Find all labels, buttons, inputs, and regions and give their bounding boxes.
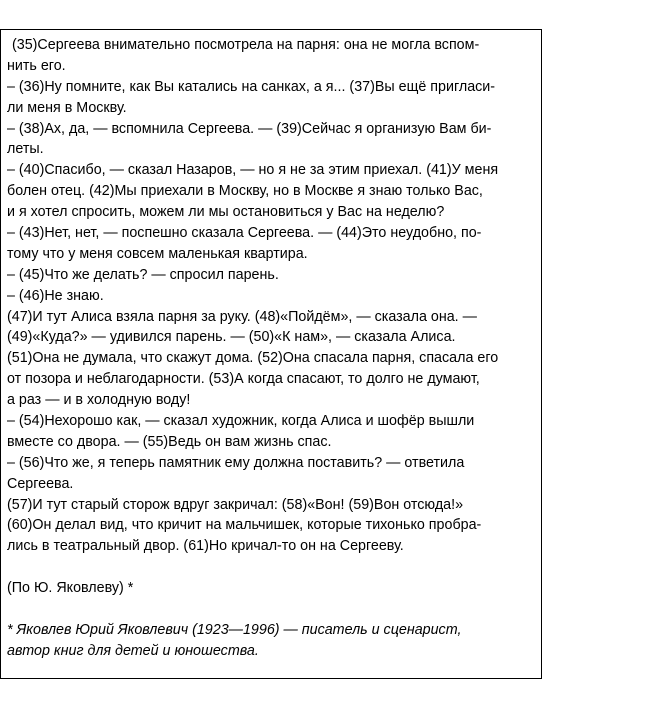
- text-line: – (36)Ну помните, как Вы катались на санках, а я... (37)Вы ещё пригласи-: [7, 78, 496, 95]
- text-line: (35)Сергеева внимательно посмотрела на парня: она не могла вспом-: [12, 37, 480, 53]
- text-line: леты.: [7, 141, 44, 158]
- text-content: [7, 35, 539, 662]
- text-line: от позора и неблагодарности. (53)А когда спасают, то долго не думают,: [7, 371, 480, 388]
- footnote-line: автор книг для детей и юношества.: [7, 642, 259, 659]
- text-line: вместе со двора. — (55)Ведь он вам жизнь спас.: [7, 433, 332, 450]
- footnote-line: * Яковлев Юрий Яковлевич (1923—1996) — писатель и сценарист,: [7, 621, 462, 638]
- text-line: а раз — и в холодную воду!: [7, 392, 191, 409]
- text-line: и я хотел спросить, можем ли мы остановиться у Вас на неделю?: [7, 204, 445, 221]
- source-attribution: (По Ю. Яковлеву) *: [7, 580, 134, 597]
- text-line: (51)Она не думала, что скажут дома. (52)Она спасала парня, спасала его: [7, 350, 499, 367]
- text-line: лись в театральный двор. (61)Но кричал-то он на Сергееву.: [7, 538, 404, 555]
- text-line: болен отец. (42)Мы приехали в Москву, но в Москве я знаю только Вас,: [7, 183, 483, 200]
- text-line: ли меня в Москву.: [7, 99, 127, 116]
- text-line: тому что у меня совсем маленькая квартира.: [7, 245, 308, 262]
- text-line: – (38)Ах, да, — вспомнила Сергеева. — (39)Сейчас я организую Вам би-: [7, 120, 492, 137]
- text-line: – (54)Нехорошо как, — сказал художник, когда Алиса и шофёр вышли: [7, 413, 475, 430]
- text-frame: [0, 29, 542, 679]
- text-line: нить его.: [7, 57, 66, 74]
- text-line: – (40)Спасибо, — сказал Назаров, — но я не за этим приехал. (41)У меня: [7, 162, 499, 179]
- text-line: (49)«Куда?» — удивился парень. — (50)«К нам», — сказала Алиса.: [7, 329, 456, 346]
- text-line: – (46)Не знаю.: [7, 287, 104, 304]
- text-line: (60)Он делал вид, что кричит на мальчишек, которые тихонько пробра-: [7, 517, 482, 534]
- text-line: Сергеева.: [7, 475, 74, 492]
- text-line: – (56)Что же, я теперь памятник ему должна поставить? — ответила: [7, 454, 465, 471]
- spacer: [7, 557, 539, 578]
- text-line: (57)И тут старый сторож вдруг закричал: (58)«Вон! (59)Вон отсюда!»: [7, 496, 464, 513]
- text-line: – (43)Нет, нет, — поспешно сказала Сергеева. — (44)Это неудобно, по-: [7, 225, 482, 242]
- spacer: [7, 599, 539, 620]
- text-line: – (45)Что же делать? — спросил парень.: [7, 266, 279, 283]
- text-line: (47)И тут Алиса взяла парня за руку. (48)«Пойдём», — сказала она. —: [7, 308, 477, 325]
